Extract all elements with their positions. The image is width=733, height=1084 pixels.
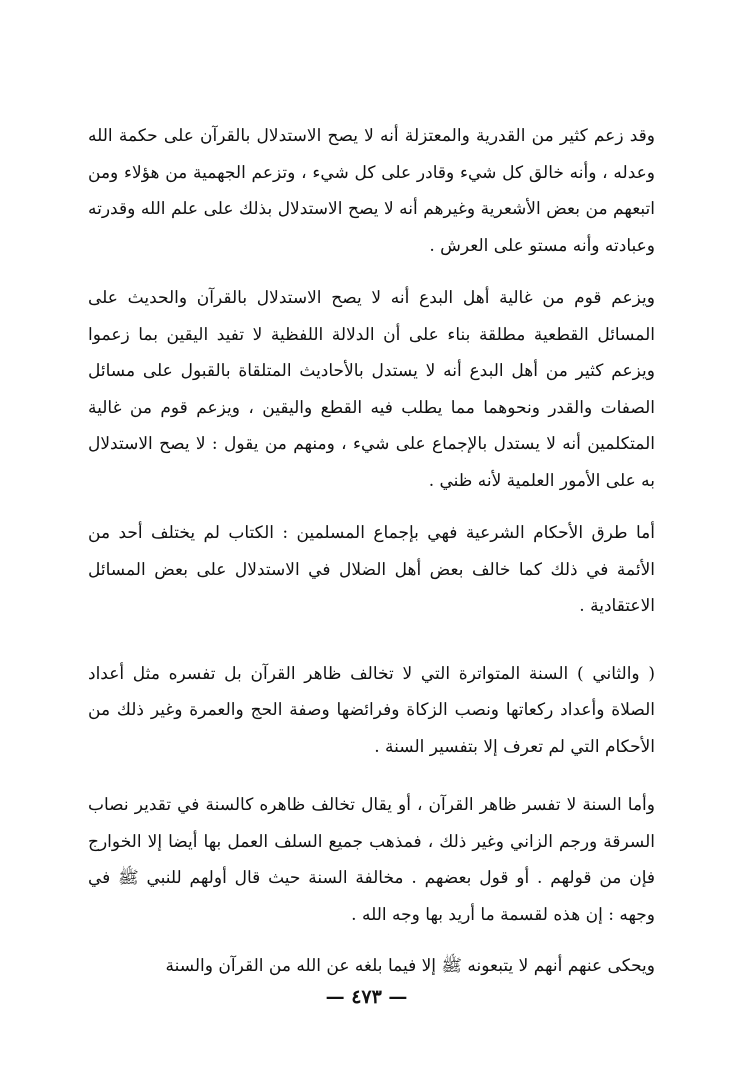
paragraph-6: ويحكى عنهم أنهم لا يتبعونه ﷺ إلا فيما بلغه عن الله من القرآن والسنة [165, 956, 655, 976]
body-text [88, 118, 655, 985]
paragraph-5: وأما السنة لا تفسر ظاهر القرآن ، أو يقال تخالف ظاهره كالسنة في تقدير نصاب السرقة ورجم الزاني وغير ذلك ، فمذهب جميع السلف العمل بها أيضا إلا الخوارج فإن من قولهم . أو قول بعضهم . مخالفة السنة حيث قال أولهم للنبي ﷺ في وجهه : إن هذه لقسمة ما أريد بها وجه الله . [88, 795, 655, 925]
paragraph-1: وقد زعم كثير من القدرية والمعتزلة أنه لا يصح الاستدلال بالقرآن على حكمة الله وعدله ، وأنه خالق كل شيء وقادر على كل شيء ، وتزعم الجهمية من هؤلاء ومن اتبعهم من بعض الأشعرية وغيرهم أنه لا يصح الاستدلال بذلك على علم الله وقدرته وعبادته وأنه مستو على العرش . [88, 126, 655, 256]
paragraph-3: أما طرق الأحكام الشرعية فهي بإجماع المسلمين : الكتاب لم يختلف أحد من الأئمة في ذلك كما خالف بعض أهل الضلال في الاستدلال على بعض المسائل الاعتقادية . [88, 523, 655, 616]
paragraph-2: ويزعم قوم من غالية أهل البدع أنه لا يصح الاستدلال بالقرآن والحديث على المسائل القطعية مطلقة بناء على أن الدلالة اللفظية لا تفيد اليقين بما زعموا ويزعم كثير من أهل البدع أنه لا يستدل بالأحاديث المتلقاة بالقبول على مسائل الصفات والقدر ونحوهما مما يطلب فيه القطع واليقين ، ويزعم قوم من غالية المتكلمين أنه لا يستدل بالإجماع على شيء ، ومنهم من يقول : لا يصح الاستدلال به على الأمور العلمية لأنه ظني . [88, 288, 655, 491]
page-number: — ٤٧٣ — [325, 986, 408, 1008]
paragraph-4: ( والثاني ) السنة المتواترة التي لا تخالف ظاهر القرآن بل تفسره مثل أعداد الصلاة وأعداد ركعاتها ونصب الزكاة وفرائضها وصفة الحج والعمرة وغير ذلك من الأحكام التي لم تعرف إلا بتفسير السنة . [88, 663, 655, 757]
